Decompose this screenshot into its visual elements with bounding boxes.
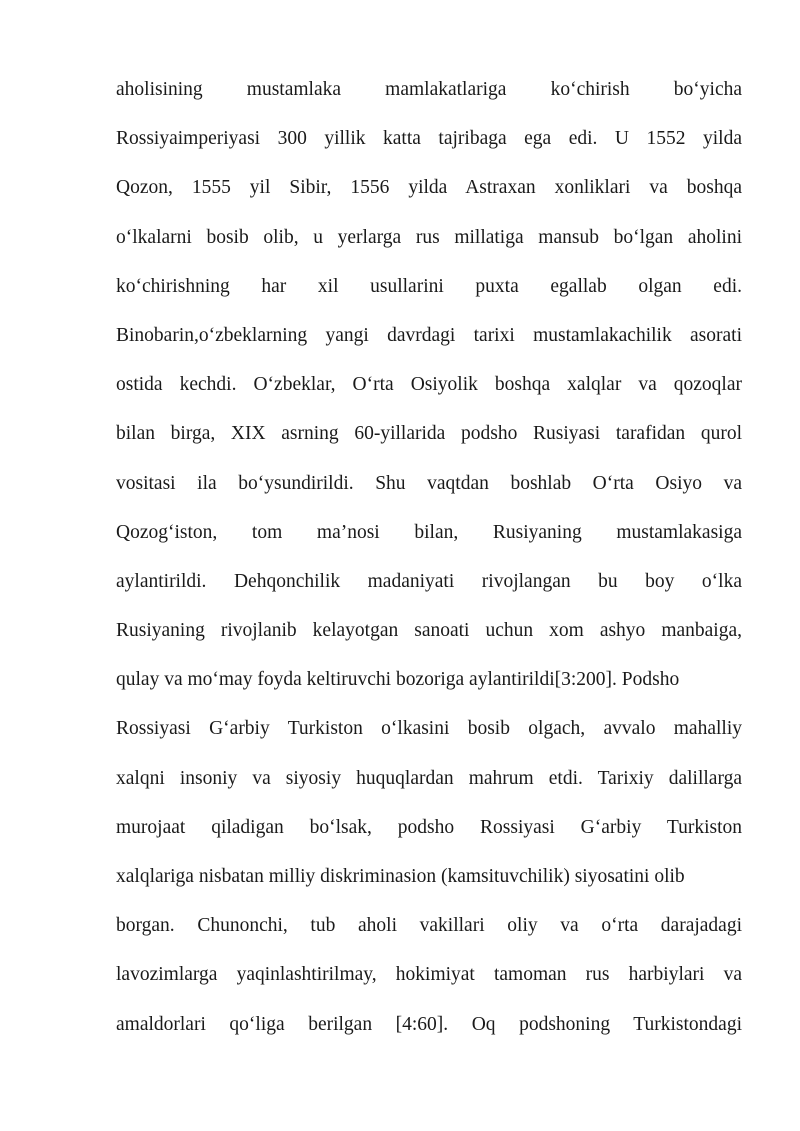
text-line: Binobarin,o‘zbeklarning yangi davrdagi tarixi mustamlakachilik asorati — [116, 324, 742, 346]
text-line: lavozimlarga yaqinlashtirilmay, hokimiyat tamoman rus harbiylari va — [116, 964, 742, 986]
text-line: Rossiyaimperiyasi 300 yillik katta tajribaga ega edi. U 1552 yilda — [116, 128, 742, 150]
text-line: aylantirildi. Dehqonchilik madaniyati rivojlangan bu boy o‘lka — [116, 570, 742, 592]
text-line: o‘lkalarni bosib olib, u yerlarga rus millatiga mansub bo‘lgan aholini — [116, 226, 742, 248]
text-line: ostida kechdi. O‘zbeklar, O‘rta Osiyolik boshqa xalqlar va qozoqlar — [116, 374, 742, 396]
text-line: Qozon, 1555 yil Sibir, 1556 yilda Astraxan xonliklari va boshqa — [116, 177, 742, 199]
text-line: vositasi ila bo‘ysundirildi. Shu vaqtdan boshlab O‘rta Osiyo va — [116, 472, 742, 494]
text-line: ko‘chirishning har xil usullarini puxta egallab olgan edi. — [116, 275, 742, 297]
text-line: aholisining mustamlaka mamlakatlariga ko‘chirish bo‘yicha — [116, 79, 742, 100]
text-line: bilan birga, XIX asrning 60-yillarida podsho Rusiyasi tarafidan qurol — [116, 423, 742, 445]
text-line: xalqni insoniy va siyosiy huquqlardan mahrum etdi. Tarixiy dalillarga — [116, 767, 742, 789]
text-line: amaldorlari qo‘liga berilgan [4:60]. Oq podshoning Turkistondagi — [116, 1013, 742, 1035]
text-line: Rusiyaning rivojlanib kelayotgan sanoati uchun xom ashyo manbaiga, — [116, 620, 742, 642]
text-line: xalqlariga nisbatan milliy diskriminasion (kamsituvchilik) siyosatini olib — [116, 866, 685, 887]
text-line: borgan. Chunonchi, tub aholi vakillari oliy va o‘rta darajadagi — [116, 915, 742, 937]
text-line: Qozog‘iston, tom ma’nosi bilan, Rusiyaning mustamlakasiga — [116, 521, 742, 543]
text-line: Rossiyasi G‘arbiy Turkiston o‘lkasini bosib olgach, avvalo mahalliy — [116, 718, 742, 740]
text-line: qulay va mo‘may foyda keltiruvchi bozoriga aylantirildi[3:200]. Podsho — [116, 669, 680, 691]
text-line: murojaat qiladigan bo‘lsak, podsho Rossiyasi G‘arbiy Turkiston — [116, 816, 742, 838]
document-page — [116, 72, 742, 1056]
